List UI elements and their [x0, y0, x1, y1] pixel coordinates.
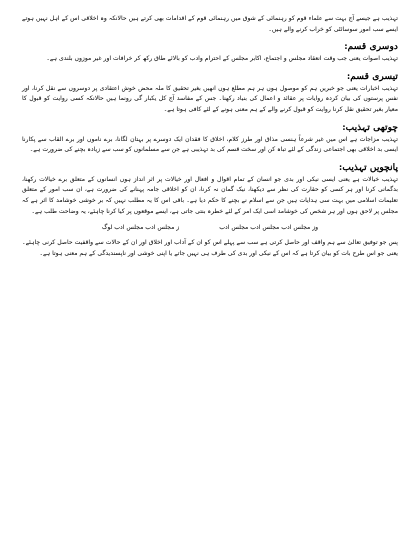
section-text-fourth: تہذیب مزاجات ہے اس میں غیر شرعاً ہنسی مذاق اور طرز کلام، اخلاق کا فقدان ایک دوسرے پر بہتان لگانا، برے ناموں اور برے القاب سے پکارنا ایسی بد اخلاقی بھی اجتماعی زندگی کے لئے تباہ کن اور سخت قسم کی بد تہذیبی ہے جن سے مسلمانوں کو سب سے زیادہ بچنے کی ضرورت ہے۔: [22, 135, 398, 154]
section-text-third: تہذیب اخبارات یعنی جو خبریں ہم کو موصول ہوں ہر ہم مطلع ہوں انھیں بغیر تحقیق کا ملہ محض خوش اعتقادی پر دوسروں سے نقل کرنا، اور نفس پرستوں کی بیان کردہ روایات پر عقائد و اعمال کی بنیاد رکھنا۔ جس کے مفاسد آج کل یکبار گی رونما ہیں حالانکہ کسی روایت کو قبول کا معیار بغیر تحقیق نقل کرنا روایت کو قبول کرنے والے کے ہم معنی ہونے کے لئے کافی ہوتا ہے۔: [22, 84, 398, 113]
section-text-second: تہذیب اصوات یعنی جب وقت انعقاد مجلس و اجتماع، اکابر مجلس کے احترام وادب کو بالائے طاق رکھ کر خرافات اور غیر موزوں بلندی ہے۔: [46, 55, 398, 63]
closing-paragraph: پس جو توفیق تعالیٰ سے ہم واقف اور حاصل کرتی ہے سب سے پہلے اس کو ان کے آداب اور اخلاق اور ان کے حالات سے واقفیت حاصل کرنی چاہئے۔ یعنی جو اس طرح بات کو بیان کرتا ہے کہ اس کے نیکی اور بدی کی طرف ہی نہیں جاتے یا اپنی خوشی اور ناپسندیدگی کے ہم معنی ہوتا ہے۔: [22, 239, 398, 257]
section-heading-fourth: چوتھی تہذیب:: [342, 121, 398, 133]
section-heading-second: دوسری قسم:: [344, 41, 398, 53]
intro-paragraph: تہذیب ہے جیسے آج بہت سے علماء قوم کو رہنمائی کے شوق میں رہنمائی قوم کے اقدامات بھی کرتے ہیں حالانکہ وہ اخلاقی اس کے اہل نہیں ہوتے ایسے سب امور سوسائٹی کو خراب کرنے والے ہیں۔: [22, 15, 398, 33]
section-text-fifth: تہذیب خیالات ہے یعنی ایسی نیکی اور بدی جو انسان کے تمام اقوال و افعال اور خیالات پر اثر انداز ہوں انسانوں کے متعلق برے خیالات رکھنا، بدگمانی کرنا اور ہر کسی کو حقارت کی نظر سے دیکھنا، نیک گمان نہ کرنا، ان کو اخلاقی جامہ پہنانے کی ضرورت ہے، ان سب امور کے متعلق تعلیمات اسلامی میں بہت سی ہدایات ہیں جن سے اسلام نے بچنے کا حکم دیا ہے۔ باقی اس کا یہ مطلب نہیں کہ بر خوشی خوشامد کا اثر ہے کہ مجلس پر لاحق ہوں اور ہر شخص کی خوشامد اسی ایک امر کے لئے خطرہ بنتی جاتی ہے، ایسے موقعوں پر کیا کرنا چاہئے، یہ وضاحت طلب ہے۔: [22, 175, 398, 215]
section-heading-fifth: پانچویں تہذیب:: [338, 161, 398, 173]
document-page: [22, 14, 398, 265]
verse-left: ز مجلس ادب مجلس ادب لوگ: [101, 224, 180, 232]
verse-right: وز مجلس ادب مجلس ادب مجلس ادب: [219, 224, 319, 232]
section-heading-third: تیسری قسم:: [346, 70, 398, 82]
verse-line: [22, 223, 398, 232]
